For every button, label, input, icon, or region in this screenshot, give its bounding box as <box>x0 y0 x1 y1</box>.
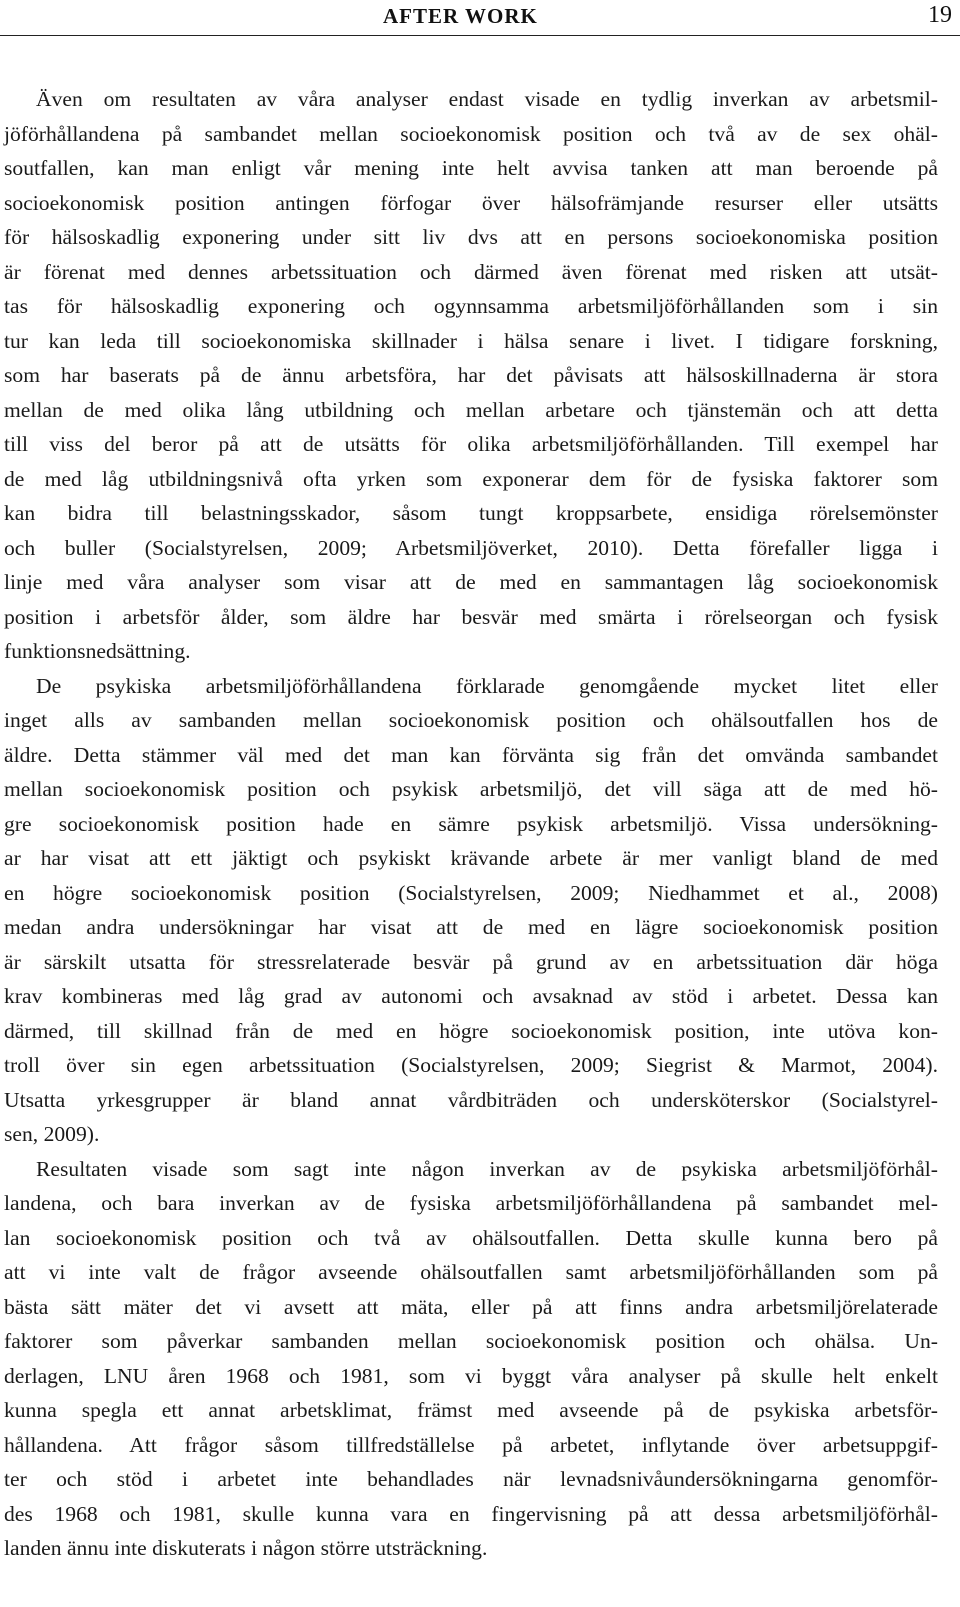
text-line: soutfallen, kan man enligt vår mening inte helt avvisa tanken att man beroende på <box>4 156 938 180</box>
text-line: Även om resultaten av våra analyser endast visade en tydlig inverkan av arbetsmil- <box>36 87 938 111</box>
text-line: tas för hälsoskadlig exponering och ogynnsamma arbetsmiljöförhållanden som i sin <box>4 294 938 318</box>
text-line: till viss del beror på att de utsätts för olika arbetsmiljöförhållanden. Till exempel har <box>4 432 938 456</box>
text-line: äldre. Detta stämmer väl med det man kan förvänta sig från det omvända sambandet <box>4 742 938 767</box>
text-line: ar har visat att ett jäktigt och psykiskt krävande arbete är mer vanligt bland de med <box>4 846 938 870</box>
paragraph-2 <box>4 669 938 1152</box>
text-line: är särskilt utsatta för stressrelaterade besvär på grund av en arbetssituation där höga <box>4 949 938 974</box>
text-line: faktorer som påverkar sambanden mellan socioekonomisk position och ohälsa. Un- <box>4 1329 938 1353</box>
text-line: tur kan leda till socioekonomiska skillnader i hälsa senare i livet. I tidigare forskning, <box>4 328 938 353</box>
body-text <box>4 82 938 1566</box>
page-number: 19 <box>928 2 952 28</box>
paragraph-text <box>4 1152 938 1566</box>
text-line: linje med våra analyser som visar att de med en sammantagen låg socioekonomisk <box>4 570 938 594</box>
text-line: som har baserats på de ännu arbetsföra, har det påvisats att hälsoskillnaderna är stora <box>4 363 938 387</box>
text-line: De psykiska arbetsmiljöförhållandena förklarade genomgående mycket litet eller <box>36 673 938 698</box>
text-line: hållandena. Att frågor såsom tillfredställelse på arbetet, inflytande över arbetsuppgif- <box>4 1432 938 1457</box>
text-line: medan andra undersökningar har visat att de med en lägre socioekonomisk position <box>4 915 938 939</box>
paragraph-1 <box>4 82 938 669</box>
text-line: des 1968 och 1981, skulle kunna vara en fingervisning på att dessa arbetsmiljöförhål- <box>4 1501 938 1526</box>
running-header <box>0 0 960 36</box>
text-line: derlagen, LNU åren 1968 och 1981, som vi byggt våra analyser på skulle helt enkelt <box>4 1363 938 1388</box>
paragraph-3 <box>4 1152 938 1566</box>
text-line: landena, och bara inverkan av de fysiska arbetsmiljöförhållandena på sambandet mel- <box>4 1191 938 1215</box>
text-line: inget alls av sambanden mellan socioekonomisk position och ohälsoutfallen hos de <box>4 708 938 732</box>
text-line: lan socioekonomisk position och två av ohälsoutfallen. Detta skulle kunna bero på <box>4 1225 938 1250</box>
text-line: sen, 2009). <box>4 1122 100 1146</box>
text-line: en högre socioekonomisk position (Socialstyrelsen, 2009; Niedhammet et al., 2008) <box>4 880 938 905</box>
text-line: troll över sin egen arbetssituation (Socialstyrelsen, 2009; Siegrist & Marmot, 2004). <box>4 1053 938 1077</box>
text-line: mellan de med olika lång utbildning och mellan arbetare och tjänstemän och att detta <box>4 397 938 422</box>
text-line: position i arbetsför ålder, som äldre har besvär med smärta i rörelseorgan och fysisk <box>4 604 938 629</box>
paragraph-text <box>4 82 938 669</box>
text-line: att vi inte valt de frågor avseende ohälsoutfallen samt arbetsmiljöförhållanden som på <box>4 1260 938 1284</box>
text-line: ter och stöd i arbetet inte behandlades när levnadsnivåundersökningarna genomför- <box>4 1467 938 1491</box>
text-line: gre socioekonomisk position hade en sämre psykisk arbetsmiljö. Vissa undersökning- <box>4 811 938 836</box>
text-line: krav kombineras med låg grad av autonomi och avsaknad av stöd i arbetet. Dessa kan <box>4 984 938 1008</box>
text-line: de med låg utbildningsnivå ofta yrken som exponerar dem för de fysiska faktorer som <box>4 466 938 491</box>
text-line: är förenat med dennes arbetssituation och därmed även förenat med risken att utsät- <box>4 259 938 284</box>
text-line: funktionsnedsättning. <box>4 639 191 663</box>
text-line: landen ännu inte diskuterats i någon större utsträckning. <box>4 1536 488 1560</box>
text-line: och buller (Socialstyrelsen, 2009; Arbetsmiljöverket, 2010). Detta förefaller ligga i <box>4 535 938 560</box>
text-line: bästa sätt mäter det vi avsett att mäta, eller på att finns andra arbetsmiljörelaterade <box>4 1294 938 1319</box>
text-line: därmed, till skillnad från de med en högre socioekonomisk position, inte utöva kon- <box>4 1018 938 1043</box>
running-title: AFTER WORK <box>383 4 538 28</box>
text-line: jöförhållandena på sambandet mellan socioekonomisk position och två av de sex ohäl- <box>4 121 938 146</box>
text-line: socioekonomisk position antingen förfogar över hälsofrämjande resurser eller utsätts <box>4 190 938 215</box>
paragraph-text <box>4 669 938 1152</box>
text-line: Utsatta yrkesgrupper är bland annat vårdbiträden och undersköterskor (Socialstyrel- <box>4 1087 938 1112</box>
text-line: kan bidra till belastningsskador, såsom tungt kroppsarbete, ensidiga rörelsemönster <box>4 501 938 525</box>
text-line: kunna spegla ett annat arbetsklimat, främst med avseende på de psykiska arbetsför- <box>4 1398 938 1422</box>
text-line: för hälsoskadlig exponering under sitt liv dvs att en persons socioekonomiska position <box>4 225 938 249</box>
text-line: mellan socioekonomisk position och psykisk arbetsmiljö, det vill säga att de med hö- <box>4 777 938 801</box>
text-line: Resultaten visade som sagt inte någon inverkan av de psykiska arbetsmiljöförhål- <box>36 1156 938 1181</box>
